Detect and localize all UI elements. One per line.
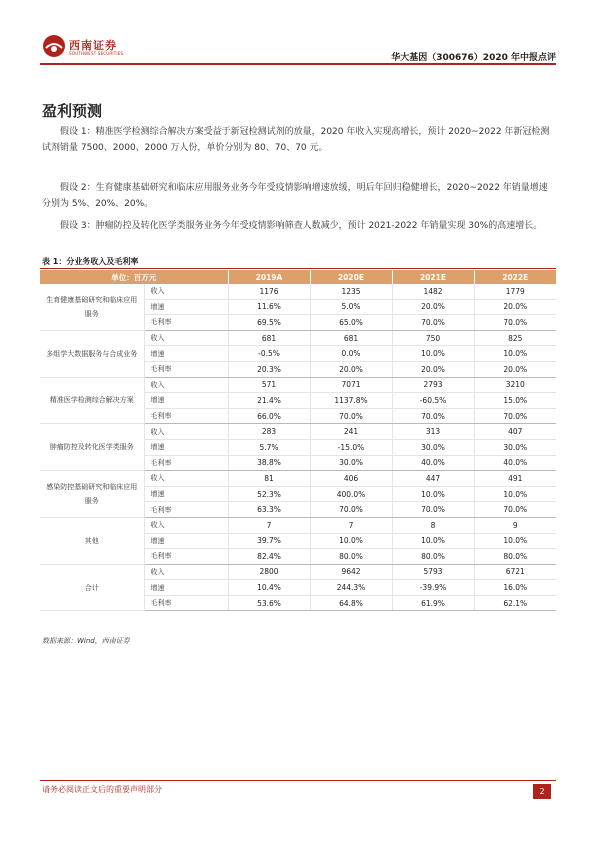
metric-label: 增速 [144, 533, 228, 549]
value-cell: 11.6% [228, 299, 310, 315]
value-cell: 10.0% [474, 533, 556, 549]
table-row [40, 517, 556, 533]
value-cell: 825 [474, 330, 556, 346]
metric-label: 收入 [144, 377, 228, 393]
metric-label: 收入 [144, 471, 228, 487]
metric-label: 增速 [144, 486, 228, 502]
segment-name: 合计 [40, 564, 144, 611]
table-caption: 表 1：分业务收入及毛利率 [42, 257, 139, 266]
page-number: 2 [533, 784, 551, 799]
footer-divider [40, 780, 556, 781]
table-row [40, 377, 556, 393]
metric-label: 增速 [144, 393, 228, 409]
column-header: 2022E [474, 270, 556, 284]
value-cell: 16.0% [474, 580, 556, 596]
value-cell: 6721 [474, 564, 556, 580]
value-cell: 39.7% [228, 533, 310, 549]
data-source: 数据来源：Wind，西南证券 [42, 637, 130, 645]
logo-sun-icon [42, 34, 66, 58]
value-cell: 80.0% [474, 549, 556, 565]
value-cell: 70.0% [310, 408, 392, 424]
table-header-row [40, 270, 556, 284]
value-cell: 2800 [228, 564, 310, 580]
value-cell: 244.3% [310, 580, 392, 596]
value-cell: 70.0% [392, 408, 474, 424]
value-cell: 681 [310, 330, 392, 346]
metric-label: 增速 [144, 439, 228, 455]
value-cell: 407 [474, 424, 556, 440]
revenue-margin-table [40, 270, 556, 611]
value-cell: 406 [310, 471, 392, 487]
value-cell: 40.0% [474, 455, 556, 471]
metric-label: 毛利率 [144, 502, 228, 518]
value-cell: 491 [474, 471, 556, 487]
value-cell: 10.0% [392, 533, 474, 549]
metric-label: 增速 [144, 299, 228, 315]
value-cell: 5793 [392, 564, 474, 580]
metric-label: 毛利率 [144, 549, 228, 565]
value-cell: 0.0% [310, 346, 392, 362]
metric-label: 毛利率 [144, 315, 228, 331]
value-cell: -15.0% [310, 439, 392, 455]
value-cell: 1482 [392, 284, 474, 299]
value-cell: 63.3% [228, 502, 310, 518]
table-row [40, 330, 556, 346]
metric-label: 毛利率 [144, 408, 228, 424]
section-title: 盈利预测 [42, 102, 103, 120]
value-cell: 5.0% [310, 299, 392, 315]
value-cell: 30.0% [474, 439, 556, 455]
value-cell: 283 [228, 424, 310, 440]
value-cell: 1137.8% [310, 393, 392, 409]
table-row [40, 284, 556, 299]
value-cell: 20.0% [310, 361, 392, 377]
segment-name: 生育健康基础研究和临床应用服务 [40, 284, 144, 330]
metric-label: 收入 [144, 330, 228, 346]
value-cell: -39.9% [392, 580, 474, 596]
value-cell: 30.0% [310, 455, 392, 471]
value-cell: 66.0% [228, 408, 310, 424]
value-cell: 70.0% [474, 408, 556, 424]
segment-name: 肿瘤防控及转化医学类服务 [40, 424, 144, 471]
value-cell: 9 [474, 517, 556, 533]
value-cell: 400.0% [310, 486, 392, 502]
column-header: 2021E [392, 270, 474, 284]
value-cell: 20.0% [392, 361, 474, 377]
header-divider [40, 63, 556, 65]
segment-name: 其他 [40, 517, 144, 564]
value-cell: 70.0% [310, 502, 392, 518]
value-cell: 10.4% [228, 580, 310, 596]
value-cell: 7071 [310, 377, 392, 393]
report-title: 华大基因（300676）2020 年中报点评 [391, 53, 556, 63]
value-cell: 64.8% [310, 595, 392, 611]
value-cell: 70.0% [474, 502, 556, 518]
value-cell: 241 [310, 424, 392, 440]
value-cell: 70.0% [474, 315, 556, 331]
value-cell: 8 [392, 517, 474, 533]
logo-english-name: SOUTHWEST SECURITIES [69, 51, 124, 56]
value-cell: 61.9% [392, 595, 474, 611]
segment-name: 精准医学检测综合解决方案 [40, 377, 144, 424]
value-cell: 1176 [228, 284, 310, 299]
segment-name: 感染防控基础研究和临床应用服务 [40, 471, 144, 518]
value-cell: 7 [228, 517, 310, 533]
value-cell: 750 [392, 330, 474, 346]
value-cell: 10.0% [310, 533, 392, 549]
metric-label: 毛利率 [144, 455, 228, 471]
caption-divider [40, 268, 556, 269]
value-cell: 5.7% [228, 439, 310, 455]
metric-label: 增速 [144, 346, 228, 362]
value-cell: 3210 [474, 377, 556, 393]
value-cell: 2793 [392, 377, 474, 393]
assumption-2: 假设 2：生育健康基础研究和临床应用服务业务今年受疫情影响增速放缓，明后年回归稳健增长，2020~2022 年销量增速分别为 5%、20%、20%。 [42, 183, 548, 209]
value-cell: 21.4% [228, 393, 310, 409]
value-cell: 82.4% [228, 549, 310, 565]
assumption-1: 假设 1：精准医学检测综合解决方案受益于新冠检测试剂的放量，2020 年收入实现高增长，预计 2020~2022 年新冠检测试剂销量 7500、2000、2000 万人份，单价分别为 80、70、70 元。 [42, 127, 550, 153]
metric-label: 毛利率 [144, 361, 228, 377]
footer-disclaimer: 请务必阅读正文后的重要声明部分 [42, 785, 162, 794]
value-cell: 81 [228, 471, 310, 487]
value-cell: 1779 [474, 284, 556, 299]
value-cell: 80.0% [392, 549, 474, 565]
value-cell: 69.5% [228, 315, 310, 331]
value-cell: 7 [310, 517, 392, 533]
value-cell: -60.5% [392, 393, 474, 409]
table-row [40, 471, 556, 487]
metric-label: 收入 [144, 517, 228, 533]
metric-label: 毛利率 [144, 595, 228, 611]
value-cell: 70.0% [392, 315, 474, 331]
table-row [40, 424, 556, 440]
value-cell: 65.0% [310, 315, 392, 331]
value-cell: 447 [392, 471, 474, 487]
value-cell: 38.8% [228, 455, 310, 471]
metric-label: 收入 [144, 564, 228, 580]
value-cell: 20.3% [228, 361, 310, 377]
column-header: 2020E [310, 270, 392, 284]
assumption-3: 假设 3：肿瘤防控及转化医学类服务业务今年受疫情影响筛查人数减少，预计 2021-2022 年销量实现 30%的高速增长。 [60, 221, 543, 231]
value-cell: 52.3% [228, 486, 310, 502]
metric-label: 增速 [144, 580, 228, 596]
value-cell: 9642 [310, 564, 392, 580]
value-cell: -0.5% [228, 346, 310, 362]
column-header: 2019A [228, 270, 310, 284]
page-header [0, 0, 596, 66]
value-cell: 10.0% [392, 486, 474, 502]
value-cell: 313 [392, 424, 474, 440]
value-cell: 20.0% [474, 361, 556, 377]
value-cell: 10.0% [392, 346, 474, 362]
metric-label: 收入 [144, 284, 228, 299]
value-cell: 40.0% [392, 455, 474, 471]
unit-header: 单位：百万元 [40, 270, 228, 284]
value-cell: 80.0% [310, 549, 392, 565]
value-cell: 15.0% [474, 393, 556, 409]
value-cell: 62.1% [474, 595, 556, 611]
value-cell: 30.0% [392, 439, 474, 455]
segment-name: 多组学大数据服务与合成业务 [40, 330, 144, 377]
value-cell: 10.0% [474, 486, 556, 502]
value-cell: 70.0% [392, 502, 474, 518]
value-cell: 53.6% [228, 595, 310, 611]
company-logo [42, 34, 132, 60]
metric-label: 收入 [144, 424, 228, 440]
value-cell: 20.0% [392, 299, 474, 315]
table-row [40, 564, 556, 580]
logo-chinese-name: 西南证券 [69, 39, 117, 52]
value-cell: 571 [228, 377, 310, 393]
value-cell: 1235 [310, 284, 392, 299]
value-cell: 10.0% [474, 346, 556, 362]
value-cell: 20.0% [474, 299, 556, 315]
value-cell: 681 [228, 330, 310, 346]
